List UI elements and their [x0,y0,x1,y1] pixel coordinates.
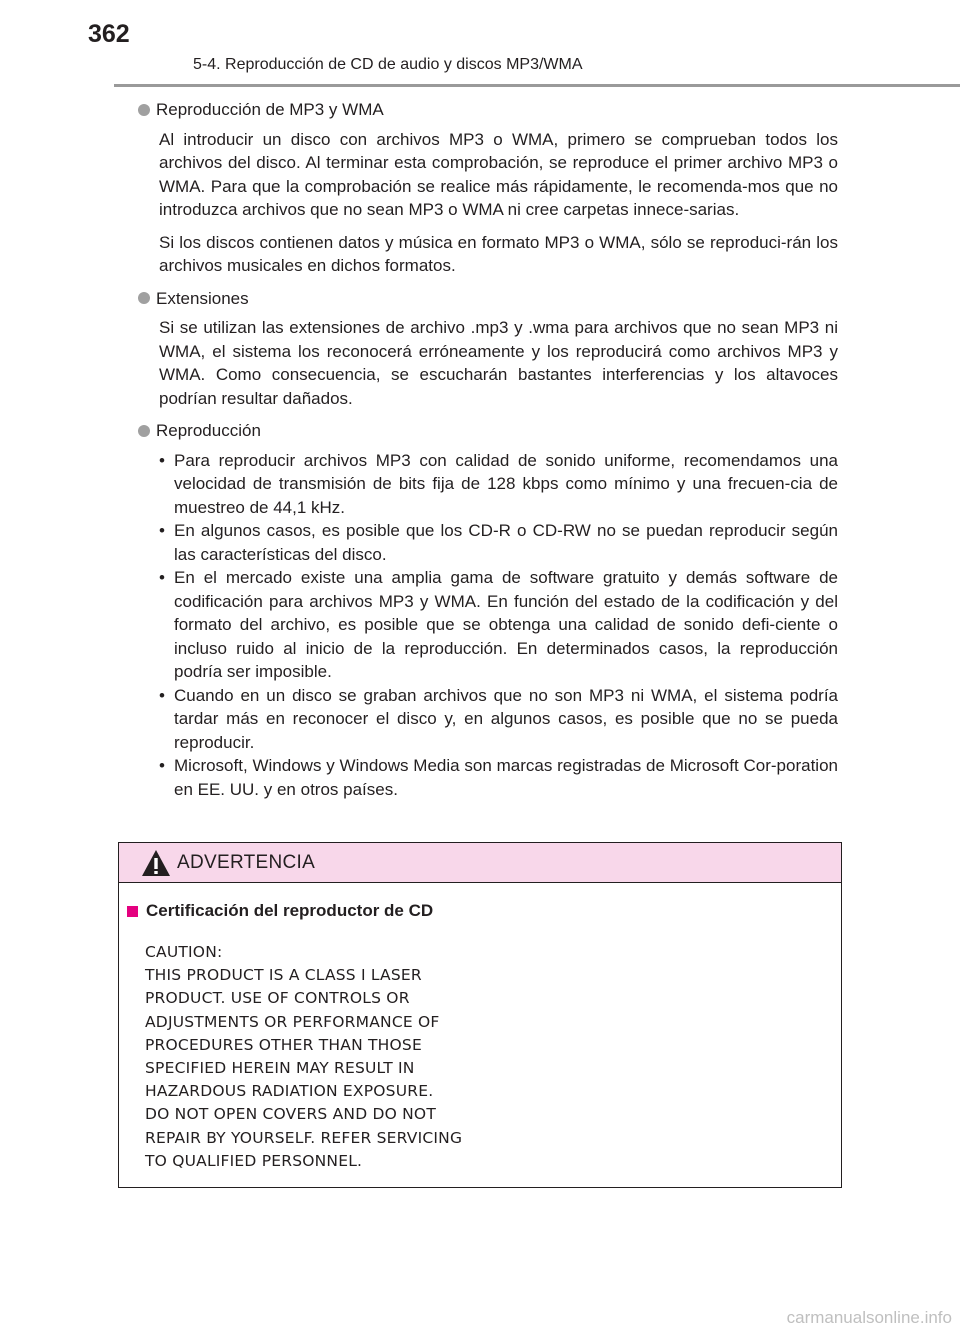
section-title: 5-4. Reproducción de CD de audio y discos MP3/WMA [193,56,583,73]
list-item-text: Para reproducir archivos MP3 con calidad de sonido uniforme, recomendamos una velocidad de transmisión de bits fija de 128 kbps como mínimo y una frecuen-cia de muestreo de 44,1 kHz. [174,450,838,517]
caution-line: THIS PRODUCT IS A CLASS Ⅰ LASER [145,966,422,985]
list-item-text: En el mercado existe una amplia gama de software gratuito y demás software de codificación para archivos MP3 y WMA. En función del estado de la codificación y del formato del archivo, es posible que se obtenga una calidad de sonido defi-ciente o incluso ruido al inicio de la reproducción. En determinados casos, la reproducción podría ser imposible. [174,568,838,681]
paragraph: Si los discos contienen datos y música en formato MP3 o WMA, sólo se reproduci-rán los archivos musicales en dichos formatos. [159,232,838,275]
warning-subheading-text: Certificación del reproductor de CD [146,901,434,920]
dot-bullet-icon: • [159,568,165,587]
caution-line: HAZARDOUS RADIATION EXPOSURE. [145,1082,434,1101]
warning-header [119,843,841,883]
list-item [159,519,838,566]
caution-line: PROCEDURES OTHER THAN THOSE [145,1035,422,1054]
round-bullet-icon [138,425,150,437]
heading-text: Reproducción [156,421,261,440]
bullet-list [159,449,838,802]
caution-line: DO NOT OPEN COVERS AND DO NOT [145,1105,436,1124]
section-heading [138,287,838,311]
page-number: 362 [88,20,130,48]
caution-line: CAUTION: [145,943,223,961]
list-item-text: Cuando en un disco se graban archivos que no son MP3 ni WMA, el sistema podría tardar más en reconocer el disco y, en algunos casos, es posible que no se pueda reproducir. [174,685,838,752]
dot-bullet-icon: • [159,450,165,470]
heading-text: Extensiones [156,288,249,308]
round-bullet-icon [138,104,150,116]
list-item [159,754,838,801]
main-content [138,98,838,808]
caution-line: TO QUALIFIED PERSONNEL. [145,1151,363,1170]
warning-box [118,842,842,1188]
section-heading [138,419,838,443]
caution-line: SPECIFIED HEREIN MAY RESULT IN [145,1059,415,1078]
section-extensions [138,287,838,411]
laser-caution-label [145,941,462,1173]
section-playback [138,419,838,801]
warning-triangle-icon [141,849,171,877]
list-item-text: En algunos casos, es posible que los CD-R o CD-RW no se puedan reproducir según las características del disco. [174,521,838,564]
warning-subheading [127,901,433,921]
list-item [159,684,838,755]
dot-bullet-icon: • [159,756,165,775]
watermark: carmanualsonline.info [786,1308,952,1327]
section-heading [138,98,838,122]
page-header [0,0,960,90]
warning-title: ADVERTENCIA [177,851,316,873]
list-item-text: Microsoft, Windows y Windows Media son marcas registradas de Microsoft Cor-poration en EE. UU. y en otros países. [174,756,838,799]
paragraph: Al introducir un disco con archivos MP3 o WMA, primero se comprueban todos los archivos del disco. Al terminar esta comprobación, se reproduce el primer archivo MP3 o WMA. Para que la comprobación se realice más rápidamente, le recomenda-mos que no introduzca archivos que no sean MP3 o WMA ni cree carpetas innece-sarias. [159,129,838,219]
list-item [159,566,838,684]
section-mp3-wma [138,98,838,278]
heading-text: Reproducción de MP3 y WMA [156,100,384,119]
header-rule [114,84,960,87]
list-item [159,449,838,520]
caution-line: ADJUSTMENTS OR PERFORMANCE OF [145,1012,440,1031]
caution-line: REPAIR BY YOURSELF. REFER SERVICING [145,1128,463,1147]
dot-bullet-icon: • [159,685,165,705]
paragraph: Si se utilizan las extensiones de archivo .mp3 y .wma para archivos que no sean MP3 ni WMA, el sistema los reconocerá erróneamente y los reproducirá como archivos MP3 y WMA. Como consecuencia, se escucharán bastantes interferencias y los altavoces podrían resultar dañados. [159,318,838,408]
caution-line: PRODUCT. USE OF CONTROLS OR [145,989,410,1008]
dot-bullet-icon: • [159,521,165,540]
round-bullet-icon [138,292,150,304]
square-bullet-icon [127,906,138,917]
